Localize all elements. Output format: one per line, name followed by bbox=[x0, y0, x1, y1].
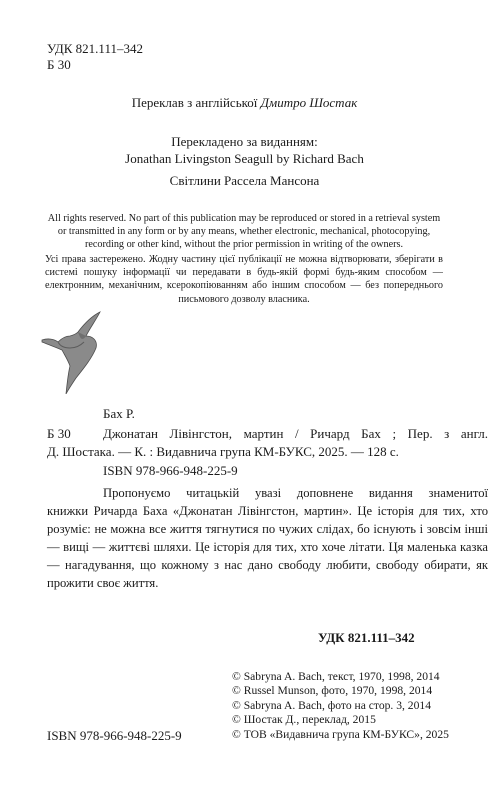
udk-bottom: УДК 821.111–342 bbox=[318, 630, 415, 645]
edition-line-1: Перекладено за виданням: bbox=[171, 134, 318, 149]
catalog-description-line-1: Джонатан Лівінгстон, мартин / Ричард Бах ; Пер. з англ. bbox=[103, 426, 488, 441]
copyright-line: © Sabryna A. Bach, фото на стор. 3, 2014 bbox=[232, 698, 431, 712]
rights-ukrainian: Усі права застережено. Жодну частину цієї публікації не можна відтворювати, зберігати в системі пошуку інформації чи передавати в будь-якій формі будь-яким способом — електронним, механічним, ксерокопіюванням або іншим способом — без попереднього письмового дозволу власника. bbox=[45, 254, 443, 305]
isbn-bottom: ISBN 978-966-948-225-9 bbox=[47, 728, 182, 743]
illustrations-credit: Світлини Рассела Мансона bbox=[169, 173, 320, 188]
copyright-line: © Russel Munson, фото, 1970, 1998, 2014 bbox=[232, 684, 433, 698]
catalog-description-line-2: Д. Шостака. — К. : Видавнича група КМ-БУКС, 2025. — 128 с. bbox=[47, 444, 399, 459]
translator-line bbox=[0, 94, 489, 111]
translator-name: Дмитро Шостак bbox=[260, 95, 358, 110]
edition-line-2: Jonathan Livingston Seagull by Richard Bach bbox=[125, 151, 364, 166]
seagull-icon bbox=[40, 308, 110, 394]
copyright-line: © Sabryna A. Bach, текст, 1970, 1998, 2014 bbox=[232, 670, 440, 683]
catalog-isbn: ISBN 978-966-948-225-9 bbox=[103, 463, 238, 478]
annotation-body: книжки Ричарда Баха «Джонатан Лівінгстон, мартин». Це історія для тих, хто розуміє: не можна все життя тягнутися по чужих слідах, бо існують і зовсім інші — вищі — життєві шляхи. Це історія для тих, хто хоче літати. Ця маленька казка — нагадування, що кожному з нас дано свободу любити, свободу обирати, як прожити своє життя. bbox=[47, 504, 488, 590]
rights-en-line-2: or transmitted in any form or by any means, whether electronic, mechanical, photocopying, bbox=[57, 226, 431, 238]
classification-block bbox=[47, 41, 143, 73]
catalog-code: Б 30 bbox=[47, 426, 71, 441]
bbk-code: Б 30 bbox=[47, 57, 71, 72]
translation-prefix: Переклав з англійської bbox=[131, 95, 258, 110]
copyright-list bbox=[232, 670, 449, 742]
copyright-line: © Шостак Д., переклад, 2015 bbox=[232, 713, 376, 727]
rights-english bbox=[45, 212, 443, 252]
udk-code: УДК 821.111–342 bbox=[47, 41, 143, 56]
edition-block bbox=[0, 133, 489, 167]
copyright-line: © ТОВ «Видавнича група КМ-БУКС», 2025 bbox=[232, 727, 449, 741]
annotation-first-line: Пропонуємо читацькій увазі доповнене видання знаменитої bbox=[103, 486, 488, 500]
catalog-author: Бах Р. bbox=[103, 406, 135, 421]
rights-en-line-3: recording or other kind, without the prior permission in writing of the owners. bbox=[84, 239, 404, 251]
rights-en-line-1: All rights reserved. No part of this publication may be reproduced or stored in a retrieval system bbox=[47, 213, 441, 224]
